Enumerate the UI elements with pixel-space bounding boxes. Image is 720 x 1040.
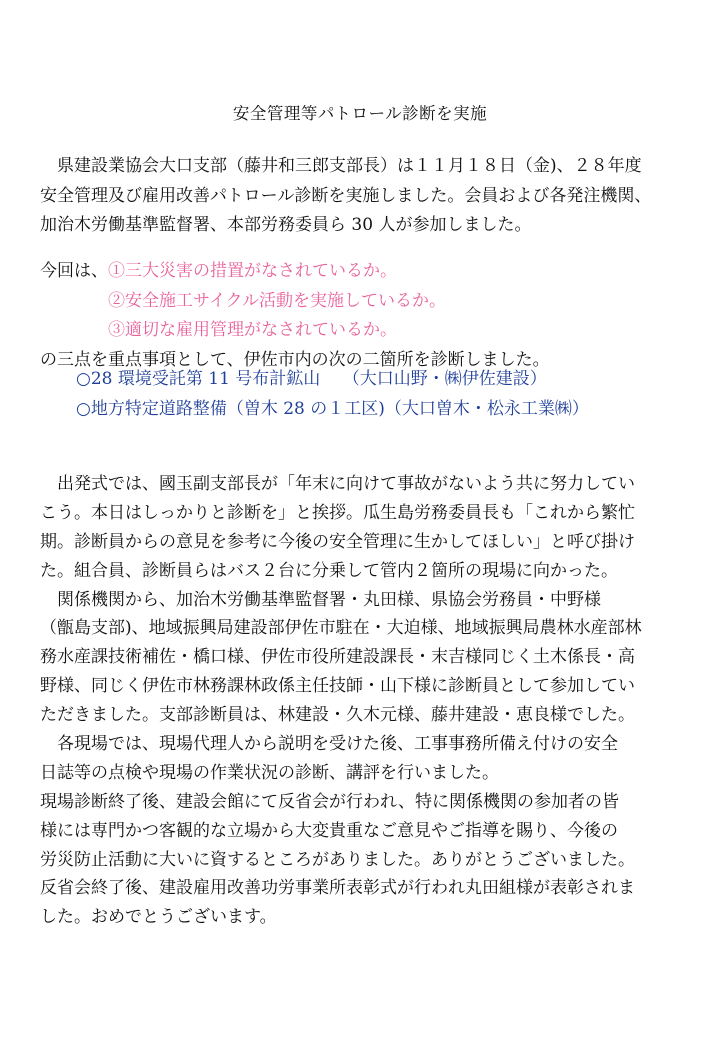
- intro-paragraph: [40, 152, 690, 241]
- body-line: 様には専門かつ客観的な立場から大変貴重なご意見やご指導を賜り、今後の: [40, 820, 618, 841]
- body-line: した。おめでとうございます。: [40, 907, 277, 928]
- body-line: 各現場では、現場代理人から説明を受けた後、工事事務所備え付けの安全: [40, 734, 618, 755]
- focus-summary: の三点を重点事項として、伊佐市内の次の二箇所を診断しました。: [40, 349, 550, 370]
- focus-prefix: 今回は、: [40, 261, 108, 281]
- body-line: 日誌等の点検や現場の作業状況の診断、講評を行いました。: [40, 762, 499, 783]
- body-line: 反省会終了後、建設雇用改善功労事業所表彰式が行われ丸田組様が表彰されま: [40, 878, 635, 899]
- body-line: た。組合員、診断員らはバス２台に分乗して管内２箇所の現場に向かった。: [40, 560, 618, 581]
- body-line: 現場診断終了後、建設会館にて反省会が行われ、特に関係機関の参加者の皆: [40, 791, 620, 812]
- report-body: [40, 470, 690, 932]
- focus-point-item: ②安全施工サイクル活動を実施しているか。: [108, 290, 446, 311]
- site-list: [40, 365, 690, 424]
- intro-line: 加治木労働基準監督署、本部労務委員ら 30 人が参加しました。: [40, 215, 532, 235]
- body-line: （甑島支部)、地域振興局建設部伊佐市駐在・大迫様、地域振興局農林水産部林: [40, 618, 642, 639]
- focus-points: [40, 257, 690, 375]
- focus-point-item: ③適切な雇用管理がなされているか。: [108, 320, 397, 340]
- body-line: 野様、同じく伊佐市林務課林政係主任技師・山下様に診断員として参加してい: [40, 676, 635, 697]
- body-line: 務水産課技術補佐・橋口様、伊佐市役所建設課長・末吉様同じく土木係長・高: [40, 647, 635, 668]
- focus-point-first-line: [40, 257, 690, 287]
- intro-line: 安全管理及び雇用改善パトロール診断を実施しました。会員および各発注機関、: [40, 185, 652, 206]
- body-line: 関係機関から、加治木労働基準監督署・丸田様、県協会労務員・中野様: [40, 589, 601, 610]
- site-item: ○28 環境受託第 11 号布計鉱山 （大口山野・㈱伊佐建設）: [76, 369, 547, 389]
- focus-point-item: ①三大災害の措置がなされているか。: [108, 261, 397, 281]
- body-line: 出発式では、國玉副支部長が「年末に向けて事故がないよう共に努力してい: [40, 474, 635, 494]
- site-item: ○地方特定道路整備（曽木 28 の１工区)（大口曽木・松永工業㈱）: [76, 398, 589, 419]
- body-line: 労災防止活動に大いに資するところがありました。ありがとうございました。: [40, 849, 635, 870]
- body-line: ただきました。支部診断員は、林建設・久木元様、藤井建設・恵良様でした。: [40, 705, 635, 726]
- body-line: こう。本日はしっかりと診断を」と挨拶。瓜生島労務委員長も「これから繁忙: [40, 502, 635, 523]
- body-line: 期。診断員からの意見を参考に今後の安全管理に生かしてほしい」と呼び掛け: [40, 531, 635, 552]
- intro-line: 県建設業協会大口支部（藤井和三郎支部長）は１１月１８日（金)、２８年度: [40, 156, 642, 176]
- page-title: 安全管理等パトロール診断を実施: [232, 104, 488, 123]
